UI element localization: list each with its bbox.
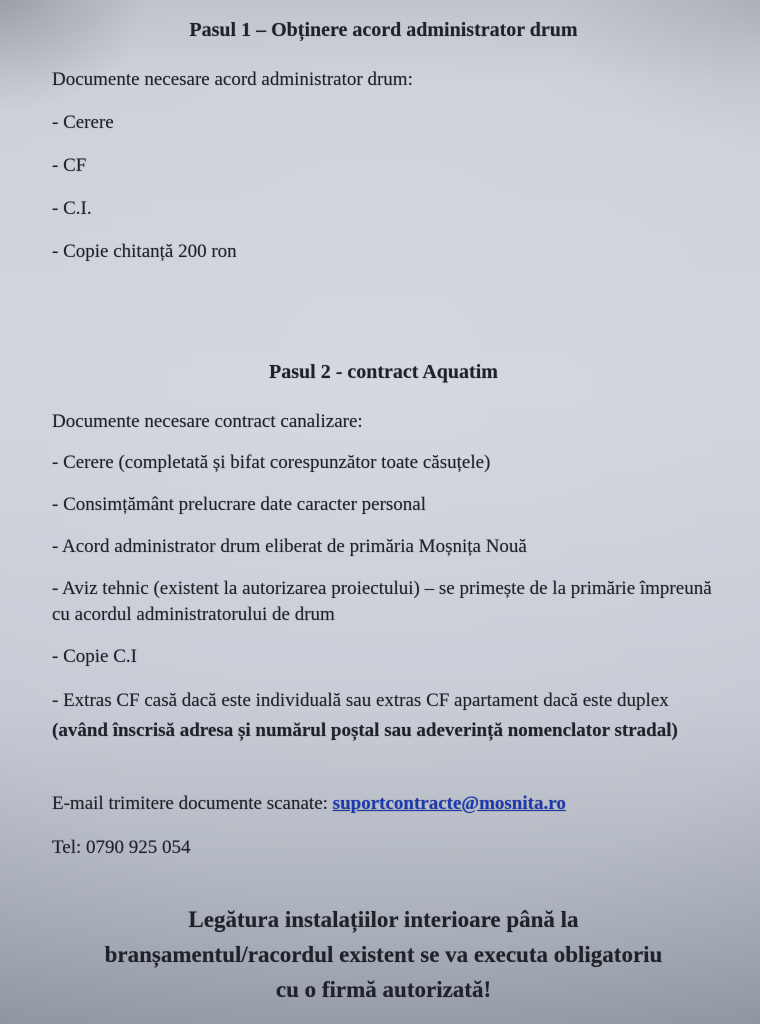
footer-notice-line-3: cu o firmă autorizată! [275, 977, 492, 1002]
email-line [52, 792, 715, 816]
list-item-consimtamant: - Consimțământ prelucrare date caracter personal [52, 494, 427, 515]
phone-line: Tel: 0790 925 054 [52, 837, 191, 858]
list-item-cerere-completata: - Cerere (completată și bifat corespunzător toate căsuțele) [52, 452, 491, 473]
footer-notice-line-1: Legătura instalațiilor interioare până la [188, 907, 579, 932]
list-item-aviz-tehnic: - Aviz tehnic (existent la autorizarea proiectului) – se primește de la primărie împreună cu acordul administratorului de drum [52, 578, 712, 625]
list-item-chitanta: - Copie chitanță 200 ron [52, 241, 237, 262]
email-link[interactable]: suportcontracte@mosnita.ro [332, 793, 566, 814]
extras-bold-text: (având înscrisă adresa și numărul poștal sau adeverință nomenclator stradal) [52, 720, 678, 741]
list-item-acord-administrator: - Acord administrator drum eliberat de primăria Moșnița Nouă [52, 536, 527, 557]
section2-title: Pasul 2 - contract Aquatim [269, 361, 498, 383]
section1-title: Pasul 1 – Obținere acord administrator drum [189, 19, 578, 41]
email-label: E-mail trimitere documente scanate: [52, 793, 333, 814]
list-item-cf: - CF [52, 155, 87, 176]
section2-intro: Documente necesare contract canalizare: [52, 411, 363, 432]
list-item-ci: - C.I. [52, 198, 92, 219]
footer-notice [52, 902, 715, 1007]
section1-intro: Documente necesare acord administrator drum: [52, 69, 413, 90]
list-item-extras-cf [52, 686, 715, 746]
list-item-copie-ci: - Copie C.I [52, 646, 137, 667]
list-item-cerere: - Cerere [52, 112, 114, 133]
extras-normal-text: - Extras CF casă dacă este individuală sau extras CF apartament dacă este duplex [52, 690, 669, 711]
footer-notice-line-2: branșamentul/racordul existent se va executa obligatoriu [104, 942, 663, 967]
